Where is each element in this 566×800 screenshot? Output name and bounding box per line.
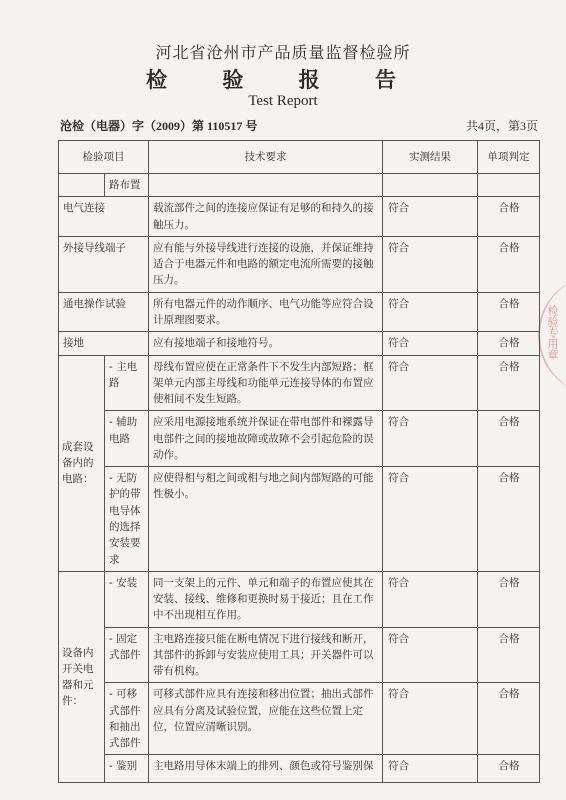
cont-verdict-cell xyxy=(478,174,540,197)
verdict-cell: 合格 xyxy=(478,627,540,683)
verdict-cell: 合格 xyxy=(478,467,540,572)
requirement-cell: 所有电器元件的动作顺序、电气功能等应符合设计原理图要求。 xyxy=(149,292,383,332)
table-row xyxy=(59,755,540,783)
verdict-cell: 合格 xyxy=(478,236,540,292)
result-cell: 符合 xyxy=(383,332,478,355)
result-cell: 符合 xyxy=(383,755,478,783)
verdict-cell: 合格 xyxy=(478,197,540,237)
cont-req-cell xyxy=(149,174,383,197)
item-cell: 通电操作试验 xyxy=(59,292,149,332)
sub-item-cell: - 鉴别 xyxy=(105,755,149,783)
institution-name: 河北省沧州市产品质量监督检验所 xyxy=(155,43,411,62)
table-row xyxy=(59,411,540,467)
table-row-continued xyxy=(59,174,540,197)
requirement-cell: 主电路连接只能在断电情况下进行接线和断开，其部件的拆卸与安装应使用工具；开关器件可以带有机构。 xyxy=(149,627,383,683)
result-cell: 符合 xyxy=(383,411,478,467)
requirement-cell: 主电路用导体末端上的排列、颜色或符号鉴别保 xyxy=(149,755,383,783)
sub-item-cell: - 主电路 xyxy=(105,355,149,411)
result-cell: 符合 xyxy=(383,627,478,683)
result-cell: 符合 xyxy=(383,467,478,572)
verdict-cell: 合格 xyxy=(478,292,540,332)
table-row xyxy=(59,355,540,411)
table-row xyxy=(59,683,540,755)
table-row xyxy=(59,571,540,627)
table-row xyxy=(59,332,540,355)
result-cell: 符合 xyxy=(383,292,478,332)
requirement-cell: 母线布置应使在正常条件下不发生内部短路；框架单元内部主母线和功能单元连接导体的布置应使相间不发生短路。 xyxy=(149,355,383,411)
table-header-row xyxy=(59,141,540,174)
item-cell: 接地 xyxy=(59,332,149,355)
verdict-cell: 合格 xyxy=(478,355,540,411)
verdict-cell: 合格 xyxy=(478,411,540,467)
sub-item-cell: - 辅助电路 xyxy=(105,411,149,467)
cont-sub-cell: 路布置 xyxy=(105,174,149,197)
table-row xyxy=(59,627,540,683)
requirement-cell: 应使得相与相之间或相与地之间内部短路的可能性极小。 xyxy=(149,467,383,572)
result-cell: 符合 xyxy=(383,355,478,411)
requirement-cell: 应有接地端子和接地符号。 xyxy=(149,332,383,355)
result-cell: 符合 xyxy=(383,683,478,755)
header-requirement: 技术要求 xyxy=(149,141,383,174)
inspection-table xyxy=(58,140,540,783)
header-result: 实测结果 xyxy=(383,141,478,174)
header-verdict: 单项判定 xyxy=(478,141,540,174)
requirement-cell: 可移式部件应具有连接和移出位置；抽出式部件应具有分离及试验位置，应能在这些位置上定位，位置应清晰识别。 xyxy=(149,683,383,755)
verdict-cell: 合格 xyxy=(478,683,540,755)
requirement-cell: 同一支架上的元件、单元和端子的布置应使其在安装、接线、维修和更换时易于接近；且在工作中不出现相互作用。 xyxy=(149,571,383,627)
cont-group-cell xyxy=(59,174,105,197)
document-number: 沧检（电器）字（2009）第 110517 号 xyxy=(60,119,258,133)
result-cell: 符合 xyxy=(383,571,478,627)
verdict-cell: 合格 xyxy=(478,755,540,783)
report-title-en: Test Report xyxy=(248,93,318,109)
sub-item-cell: - 无防护的带电导体的选择安装要求 xyxy=(105,467,149,572)
page-info: 共4页，第3页 xyxy=(465,119,538,133)
red-seal-stamp: 检验专用章 xyxy=(538,275,566,395)
table-row xyxy=(59,236,540,292)
group-label-switchgear: 设备内开关电器和元件： xyxy=(59,571,105,783)
verdict-cell: 合格 xyxy=(478,332,540,355)
sub-item-cell: - 固定式部件 xyxy=(105,627,149,683)
cont-result-cell xyxy=(383,174,478,197)
table-row xyxy=(59,197,540,237)
requirement-cell: 应采用电源接地系统并保证在带电部件和裸露导电部件之间的接地故障或故障不会引起危险的误动作。 xyxy=(149,411,383,467)
sub-item-cell: - 安装 xyxy=(105,571,149,627)
requirement-cell: 应有能与外接导线进行连接的设施，并保证维持适合于电器元件和电路的额定电流所需要的接触压力。 xyxy=(149,236,383,292)
sub-item-cell: - 可移式部件和抽出式部件 xyxy=(105,683,149,755)
table-row xyxy=(59,467,540,572)
item-cell: 外接导线端子 xyxy=(59,236,149,292)
result-cell: 符合 xyxy=(383,197,478,237)
group-label-circuits: 成套设备内的电路： xyxy=(59,355,105,571)
result-cell: 符合 xyxy=(383,236,478,292)
item-cell: 电气连接 xyxy=(59,197,149,237)
table-row xyxy=(59,292,540,332)
requirement-cell: 载流部件之间的连接应保证有足够的和持久的接触压力。 xyxy=(149,197,383,237)
report-title: 检 验 报 告 xyxy=(146,67,420,92)
header-item: 检验项目 xyxy=(59,141,149,174)
verdict-cell: 合格 xyxy=(478,571,540,627)
